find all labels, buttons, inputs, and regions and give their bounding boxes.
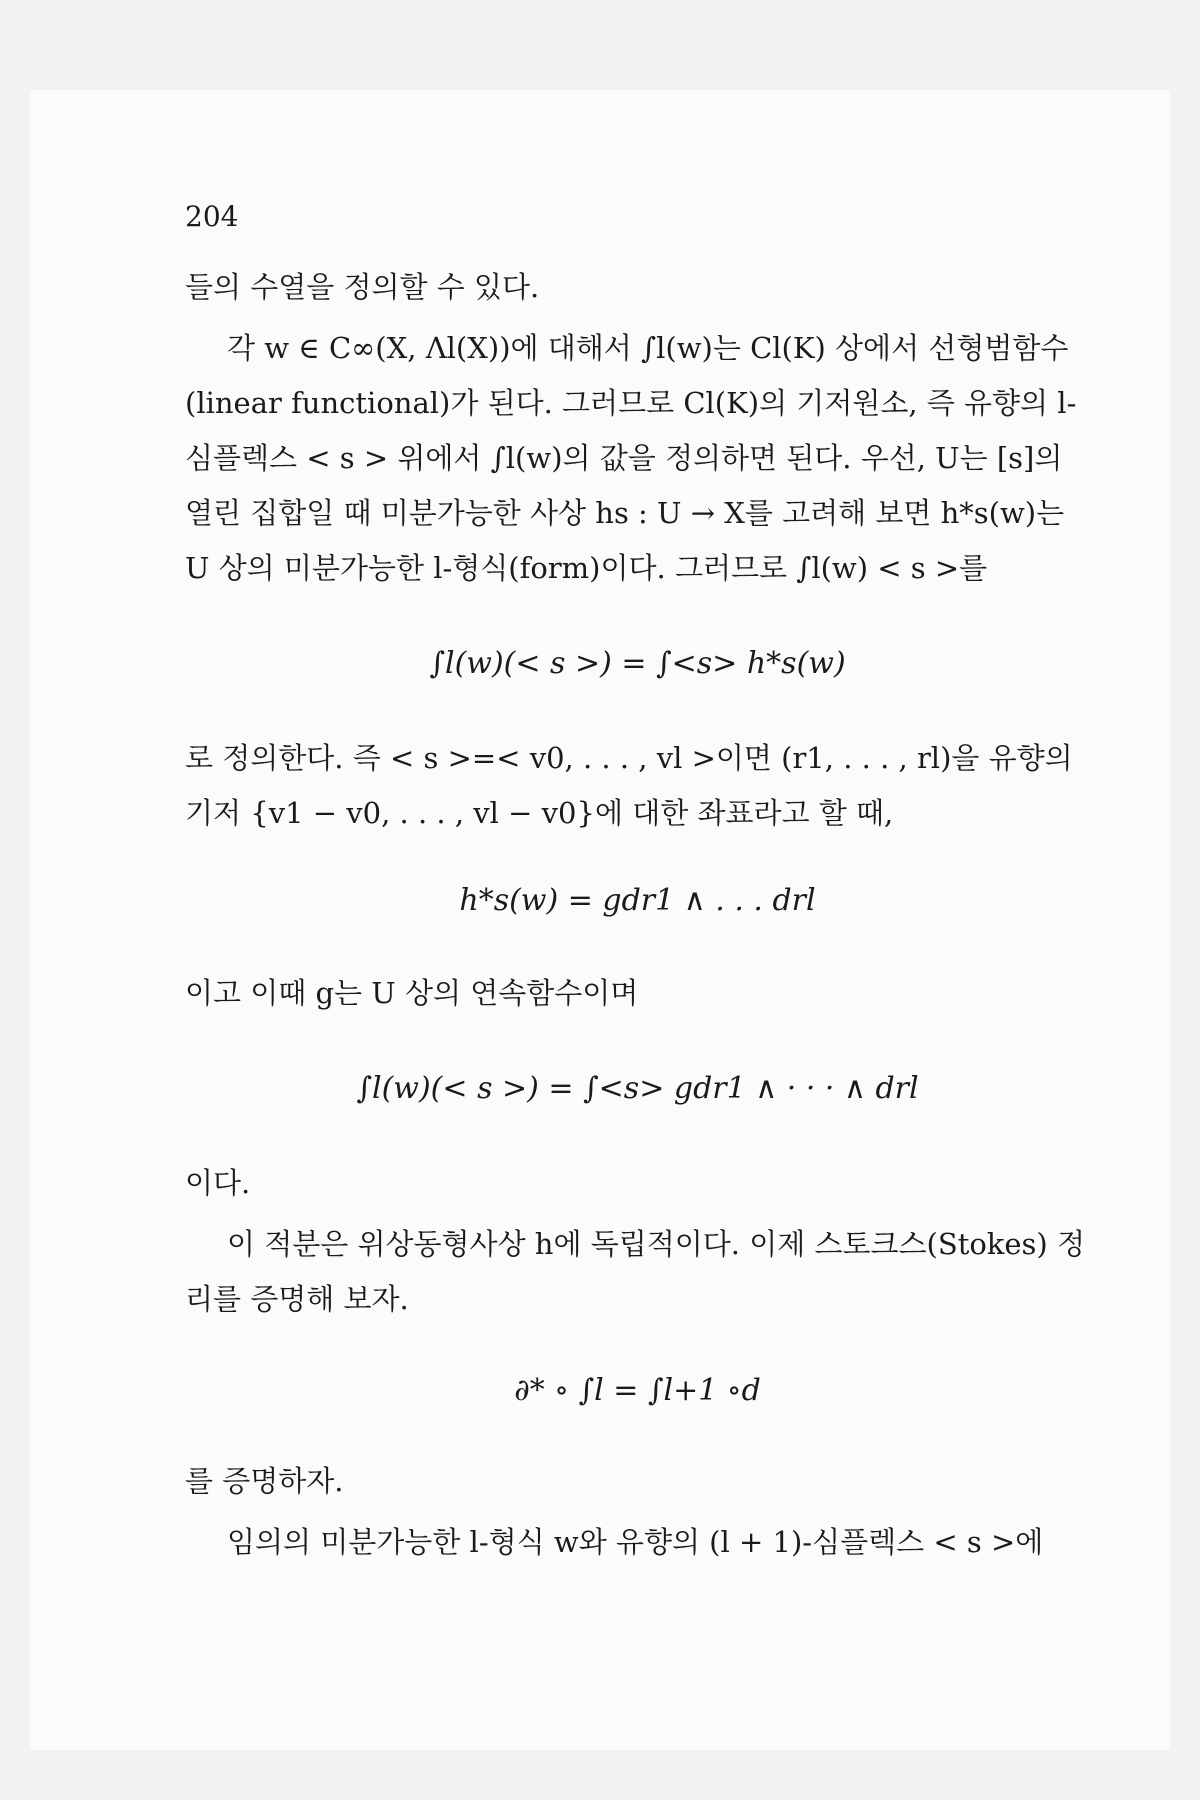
paragraph-3: 로 정의한다. 즉 < s >=< v0, . . . , vl >이면 (r1, . . . , rl)을 유향의 기저 {v1 − v0, . . . , vl − v0}에 대한 좌표라고 할 때, — [185, 741, 1073, 830]
paragraph-2: 각 w ∈ C∞(X, Λl(X))에 대해서 ∫l(w)는 Cl(K) 상에서 선형범함수(linear functional)가 된다. 그러므로 Cl(K)의 기저원소, 즉 유향의 l-심플렉스 < s > 위에서 ∫l(w)의 값을 정의하면 된다. 우선, U는 [s]의 열린 집합일 때 미분가능한 사상 hs : U → X를 고려해 보면 h*s(w)는 U 상의 미분가능한 l-형식(form)이다. 그러므로 ∫l(w) < s >를 — [185, 331, 1077, 585]
page-body — [185, 205, 1090, 1570]
paragraph-6: 이 적분은 위상동형사상 h에 독립적이다. 이제 스토크스(Stokes) 정리를 증명해 보자. — [185, 1227, 1085, 1316]
page-number: 204 — [185, 200, 239, 233]
paragraph-5: 이다. — [185, 1166, 251, 1200]
equation-1: ∫l(w)(< s >) = ∫<s> h*s(w) — [429, 646, 846, 681]
paragraph-7: 를 증명하자. — [185, 1464, 344, 1498]
paragraph-1: 들의 수열을 정의할 수 있다. — [185, 270, 540, 304]
equation-3: ∫l(w)(< s >) = ∫<s> gdr1 ∧ · · · ∧ drl — [356, 1071, 919, 1106]
equation-2: h*s(w) = gdr1 ∧ . . . drl — [459, 883, 816, 918]
paragraph-8: 임의의 미분가능한 l-형식 w와 유향의 (l + 1)-심플렉스 < s >에 — [227, 1525, 1044, 1559]
equation-4: ∂* ∘ ∫l = ∫l+1 ∘d — [514, 1373, 761, 1408]
paragraph-4: 이고 이때 g는 U 상의 연속함수이며 — [185, 976, 639, 1010]
